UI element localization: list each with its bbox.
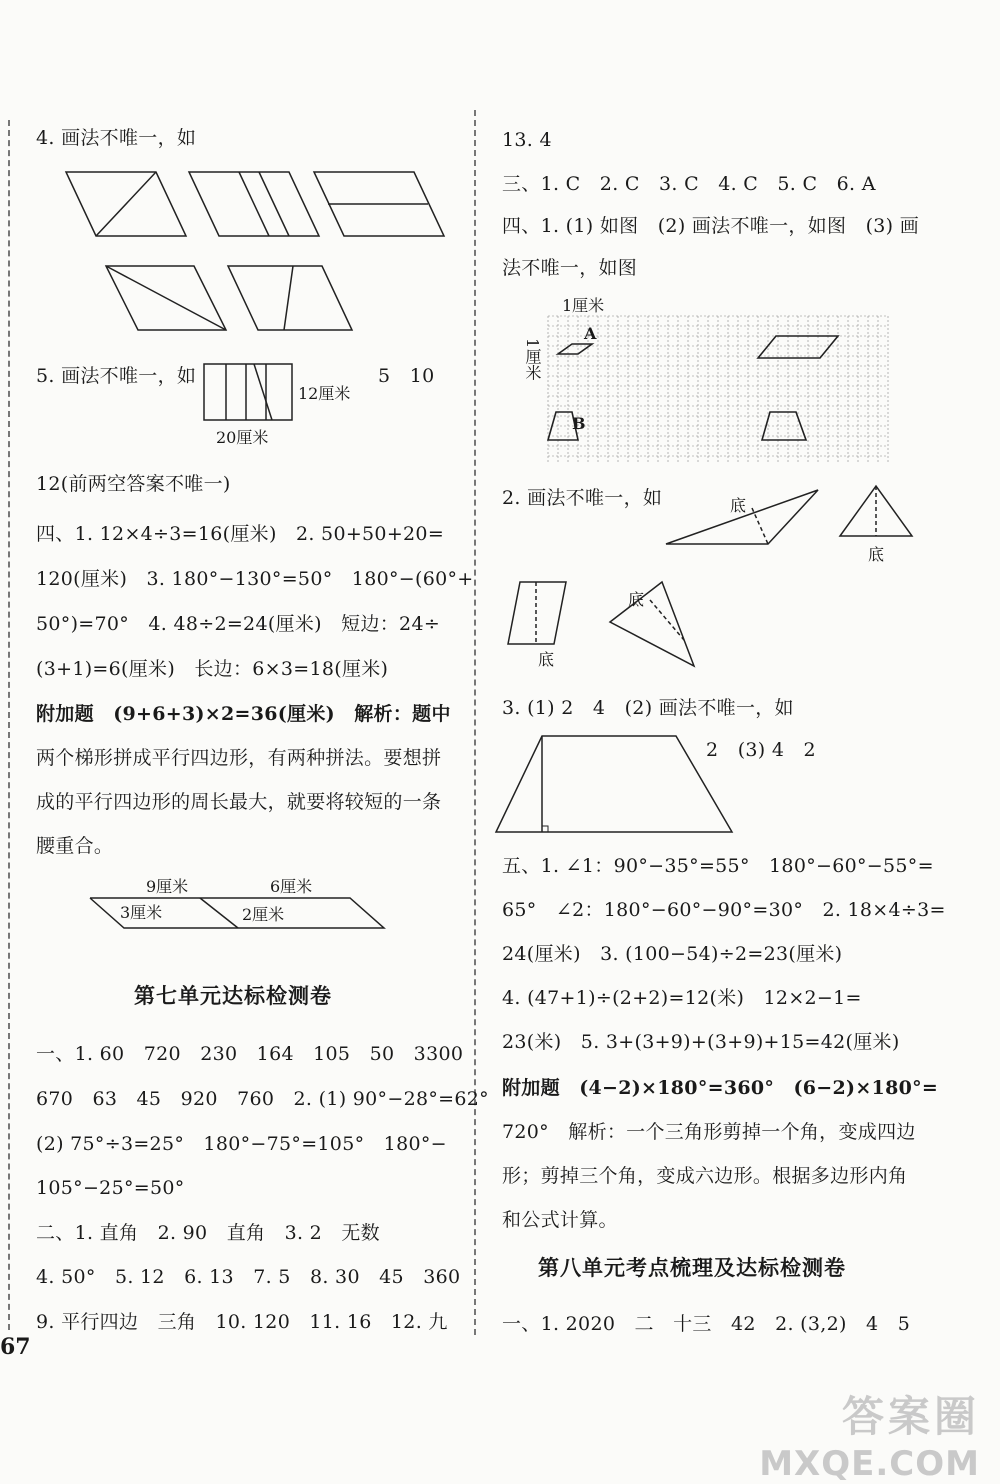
parallelogram-1-cut — [96, 172, 156, 236]
watermark-url: MXQE.COM — [759, 1444, 980, 1484]
section-4-line-1: 四、1. 12×4÷3=16(厘米) 2. 50+50+20= — [36, 523, 445, 545]
label-9cm: 9厘米 — [146, 877, 189, 896]
section-5-line-4: 4. (47+1)÷(2+2)=12(米) 12×2−1= — [502, 987, 862, 1009]
label-6cm: 6厘米 — [270, 877, 313, 896]
parallelogram-shape — [758, 336, 838, 358]
page-number: 67 — [0, 1334, 31, 1360]
grid-1cm-vertical: 1厘米 — [523, 338, 542, 381]
unit-7-heading: 第七单元达标检测卷 — [134, 983, 332, 1008]
unit-8-heading: 第八单元考点梳理及达标检测卷 — [538, 1255, 846, 1280]
base-label-4: 底 — [628, 590, 645, 609]
bonus-right-1: 附加题 (4−2)×180°=360° (6−2)×180°= — [502, 1077, 939, 1099]
answer-3-tail: 2 (3) 4 2 — [706, 739, 816, 761]
answer-5-line: 5. 画法不唯一，如 — [36, 365, 197, 387]
answer-2-line: 2. 画法不唯一，如 — [502, 487, 663, 509]
rect-width-label: 20厘米 — [216, 428, 269, 447]
base-label-2: 底 — [868, 545, 885, 564]
section-4-line-3: 50°)=70° 4. 48÷2=24(厘米) 短边：24÷ — [36, 613, 441, 635]
parallelogram-figures — [30, 160, 460, 340]
answer-13-line: 13. 4 — [502, 129, 552, 151]
rect-height-label: 12厘米 — [298, 384, 351, 403]
section-5-line-3: 24(厘米) 3. (100−54)÷2=23(厘米) — [502, 943, 843, 965]
unit-7-line-4: 105°−25°=50° — [36, 1177, 185, 1199]
section-4-line-2: 120(厘米) 3. 180°−130°=50° 180°−(60°+ — [36, 568, 474, 590]
bonus-line-1: 附加题 (9+6+3)×2=36(厘米) 解析：题中 — [36, 703, 451, 725]
parallelogram-2-cut-a — [239, 172, 269, 236]
section-4-line-4: (3+1)=6(厘米) 长边：6×3=18(厘米) — [36, 658, 389, 680]
section-5-line-2: 65° ∠2：180°−60°−90°=30° 2. 18×4÷3= — [502, 899, 946, 921]
watermark-logo-text: 答案圈 — [841, 1392, 980, 1441]
unit-7-line-5: 二、1. 直角 2. 90 直角 3. 2 无数 — [36, 1222, 380, 1244]
rhombus-A — [558, 344, 592, 354]
answer-4-line: 4. 画法不唯一，如 — [36, 127, 197, 149]
grid-label-A: A — [584, 324, 597, 343]
section-4-line-b: 法不唯一，如图 — [502, 257, 638, 279]
answer-3-line: 3. (1) 2 4 (2) 画法不唯一，如 — [502, 697, 794, 719]
section-3-line: 三、1. C 2. C 3. C 4. C 5. C 6. A — [502, 173, 876, 195]
label-3cm: 3厘米 — [120, 903, 163, 922]
bonus-line-2: 两个梯形拼成平行四边形，有两种拼法。要想拼 — [36, 747, 442, 769]
base-label-3: 底 — [538, 650, 555, 669]
label-2cm: 2厘米 — [242, 905, 285, 924]
bonus-right-3: 形；剪掉三个角，变成六边形。根据多边形内角 — [502, 1165, 908, 1187]
bonus-right-2: 720° 解析：一个三角形剪掉一个角，变成四边 — [502, 1121, 916, 1143]
left-margin-divider — [8, 120, 10, 1330]
trapezoid-join — [200, 898, 238, 928]
trapezoid — [496, 736, 732, 832]
rectangle-figure — [200, 362, 300, 422]
unit-7-line-1: 一、1. 60 720 230 164 105 50 3300 — [36, 1043, 464, 1065]
section-5-line-5: 23(米) 5. 3+(3+9)+(3+9)+15=42(厘米) — [502, 1031, 900, 1053]
grid-figure — [548, 316, 890, 466]
height-triangles — [666, 486, 926, 676]
grid-1cm-horizontal: 1厘米 — [562, 296, 605, 315]
trapezoid-height-figure — [496, 734, 736, 834]
parallelogram-5-cut — [284, 266, 293, 330]
bonus-right-4: 和公式计算。 — [502, 1209, 618, 1231]
answer-5-values: 5 10 — [378, 365, 435, 387]
parallelogram-2-cut-b — [259, 172, 289, 236]
parallelogram-5 — [228, 266, 352, 330]
unit-7-line-2: 670 63 45 920 760 2. (1) 90°−28°=62° — [36, 1088, 489, 1110]
bonus-line-4: 腰重合。 — [36, 835, 114, 857]
grid-label-B: B — [572, 414, 586, 433]
unit-7-line-6: 4. 50° 5. 12 6. 13 7. 5 8. 30 45 360 — [36, 1266, 461, 1288]
base-label-1: 底 — [730, 496, 747, 515]
unit-7-line-3: (2) 75°÷3=25° 180°−75°=105° 180°− — [36, 1133, 447, 1155]
bonus-line-3: 成的平行四边形的周长最大，就要将较短的一条 — [36, 791, 442, 813]
column-divider — [474, 110, 476, 1335]
section-4-line-a: 四、1. (1) 如图 (2) 画法不唯一，如图 (3) 画 — [502, 215, 920, 237]
watermark — [759, 1384, 980, 1484]
unit-8-line-1: 一、1. 2020 二 十三 42 2. (3,2) 4 5 — [502, 1313, 911, 1335]
section-5-line-1: 五、1. ∠1：90°−35°=55° 180°−60°−55°= — [502, 855, 934, 877]
parallelogram-4-cut — [106, 266, 226, 330]
unit-7-line-7: 9. 平行四边 三角 10. 120 11. 16 12. 九 — [36, 1311, 448, 1333]
triangle-base-3 — [610, 582, 694, 666]
answer-5-note: 12(前两空答案不唯一) — [36, 473, 231, 495]
parallelogram-base — [508, 582, 566, 644]
